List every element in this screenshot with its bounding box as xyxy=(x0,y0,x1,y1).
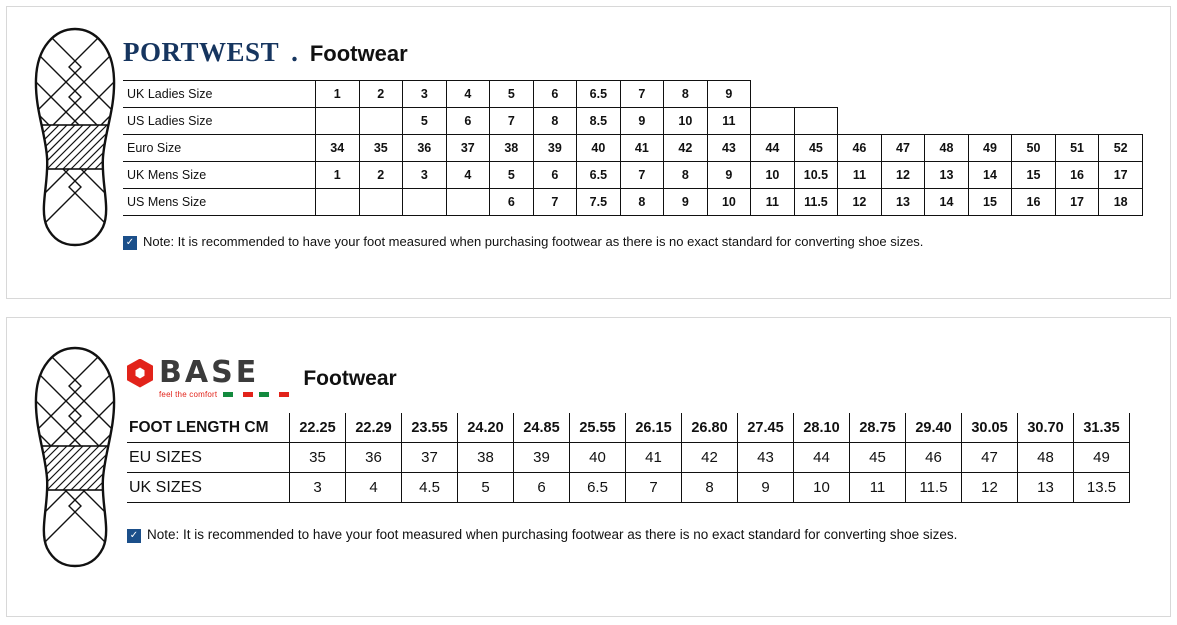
cell: 5 xyxy=(458,473,514,503)
cell: 7 xyxy=(533,189,577,216)
table-row xyxy=(127,413,1130,443)
cell: 4 xyxy=(446,81,490,108)
cell: 43 xyxy=(707,135,751,162)
cell: 12 xyxy=(838,189,882,216)
table-row xyxy=(123,135,1143,162)
table-row xyxy=(123,108,1143,135)
cell: 7 xyxy=(490,108,534,135)
cell: 9 xyxy=(738,473,794,503)
italy-flag-icon-2 xyxy=(259,392,289,397)
cell: 12 xyxy=(962,473,1018,503)
shoe-sole-icon xyxy=(31,346,119,568)
cell-empty xyxy=(751,81,795,108)
base-note xyxy=(127,527,1147,543)
cell: 44 xyxy=(794,443,850,473)
cell-empty xyxy=(403,189,447,216)
cell-empty xyxy=(794,108,838,135)
cell: 10 xyxy=(794,473,850,503)
cell: 11 xyxy=(751,189,795,216)
cell: 8 xyxy=(664,162,708,189)
cell-empty xyxy=(1099,108,1143,135)
cell: 35 xyxy=(290,443,346,473)
table-row xyxy=(127,443,1130,473)
portwest-wordmark-dot: . xyxy=(291,37,298,67)
cell: 37 xyxy=(402,443,458,473)
cell: 23.55 xyxy=(402,413,458,443)
cell: 25.55 xyxy=(570,413,626,443)
cell-empty xyxy=(1012,81,1056,108)
cell: 3 xyxy=(290,473,346,503)
cell: 48 xyxy=(1018,443,1074,473)
cell-empty xyxy=(838,81,882,108)
cell: 11 xyxy=(850,473,906,503)
cell: 16 xyxy=(1012,189,1056,216)
cell: 14 xyxy=(925,189,969,216)
check-icon: ✓ xyxy=(127,529,141,543)
cell: 30.05 xyxy=(962,413,1018,443)
cell: 50 xyxy=(1012,135,1056,162)
row-label: Euro Size xyxy=(123,135,316,162)
cell: 6 xyxy=(514,473,570,503)
cell: 6.5 xyxy=(577,162,621,189)
portwest-content xyxy=(123,37,1153,250)
cell: 47 xyxy=(881,135,925,162)
cell: 52 xyxy=(1099,135,1143,162)
cell: 7.5 xyxy=(577,189,621,216)
cell: 8.5 xyxy=(577,108,621,135)
cell: 4 xyxy=(446,162,490,189)
portwest-brand-header xyxy=(123,37,1153,68)
cell: 44 xyxy=(751,135,795,162)
cell: 15 xyxy=(968,189,1012,216)
cell: 7 xyxy=(626,473,682,503)
table-row xyxy=(123,162,1143,189)
base-size-chart-panel xyxy=(6,317,1171,617)
portwest-note xyxy=(123,234,1153,250)
cell: 3 xyxy=(403,162,447,189)
cell: 6.5 xyxy=(577,81,621,108)
cell: 13 xyxy=(881,189,925,216)
cell-empty xyxy=(446,189,490,216)
cell: 6.5 xyxy=(570,473,626,503)
cell: 39 xyxy=(514,443,570,473)
cell-empty xyxy=(881,81,925,108)
cell: 48 xyxy=(925,135,969,162)
cell: 28.10 xyxy=(794,413,850,443)
cell: 40 xyxy=(570,443,626,473)
base-size-table xyxy=(127,413,1130,503)
cell: 16 xyxy=(1055,162,1099,189)
base-content xyxy=(127,355,1147,543)
row-label: FOOT LENGTH CM xyxy=(127,413,290,443)
cell-empty xyxy=(316,108,360,135)
cell: 13 xyxy=(925,162,969,189)
cell-empty xyxy=(968,81,1012,108)
cell: 40 xyxy=(577,135,621,162)
cell: 9 xyxy=(620,108,664,135)
cell: 39 xyxy=(533,135,577,162)
cell-empty xyxy=(881,108,925,135)
cell: 8 xyxy=(664,81,708,108)
cell: 8 xyxy=(682,473,738,503)
cell-empty xyxy=(1099,81,1143,108)
cell: 45 xyxy=(794,135,838,162)
base-wordmark: BASE xyxy=(159,355,260,390)
cell: 7 xyxy=(620,162,664,189)
cell: 26.15 xyxy=(626,413,682,443)
portwest-size-chart-panel xyxy=(6,6,1171,299)
cell-empty xyxy=(359,108,403,135)
cell: 27.45 xyxy=(738,413,794,443)
cell: 37 xyxy=(446,135,490,162)
cell: 15 xyxy=(1012,162,1056,189)
italy-flag-icon xyxy=(223,392,253,397)
cell: 26.80 xyxy=(682,413,738,443)
base-logo xyxy=(127,355,289,399)
table-row xyxy=(123,81,1143,108)
cell: 42 xyxy=(682,443,738,473)
cell: 47 xyxy=(962,443,1018,473)
cell: 41 xyxy=(620,135,664,162)
cell: 30.70 xyxy=(1018,413,1074,443)
cell: 31.35 xyxy=(1074,413,1130,443)
cell-empty xyxy=(925,81,969,108)
cell: 35 xyxy=(359,135,403,162)
cell: 41 xyxy=(626,443,682,473)
cell-empty xyxy=(1055,108,1099,135)
cell-empty xyxy=(1055,81,1099,108)
cell: 34 xyxy=(316,135,360,162)
base-brand-header xyxy=(127,355,1147,399)
row-label: UK Ladies Size xyxy=(123,81,316,108)
cell: 2 xyxy=(359,81,403,108)
cell: 10 xyxy=(664,108,708,135)
cell: 22.25 xyxy=(290,413,346,443)
cell: 22.29 xyxy=(346,413,402,443)
cell: 10 xyxy=(751,162,795,189)
cell: 10.5 xyxy=(794,162,838,189)
row-label: UK Mens Size xyxy=(123,162,316,189)
cell: 11 xyxy=(707,108,751,135)
cell-empty xyxy=(1012,108,1056,135)
cell: 6 xyxy=(533,81,577,108)
cell: 6 xyxy=(490,189,534,216)
cell: 45 xyxy=(850,443,906,473)
cell: 11 xyxy=(838,162,882,189)
cell: 36 xyxy=(403,135,447,162)
cell: 9 xyxy=(707,162,751,189)
cell: 49 xyxy=(1074,443,1130,473)
cell: 5 xyxy=(490,162,534,189)
row-label: UK SIZES xyxy=(127,473,290,503)
cell: 7 xyxy=(620,81,664,108)
cell: 13.5 xyxy=(1074,473,1130,503)
row-label: US Mens Size xyxy=(123,189,316,216)
cell-empty xyxy=(838,108,882,135)
cell: 5 xyxy=(490,81,534,108)
portwest-wordmark: PORTWEST xyxy=(123,37,280,67)
cell: 2 xyxy=(359,162,403,189)
base-logo-top xyxy=(127,355,260,390)
cell: 38 xyxy=(490,135,534,162)
cell: 10 xyxy=(707,189,751,216)
cell: 36 xyxy=(346,443,402,473)
cell: 28.75 xyxy=(850,413,906,443)
base-tagline-row xyxy=(159,390,289,399)
row-label: US Ladies Size xyxy=(123,108,316,135)
cell: 38 xyxy=(458,443,514,473)
cell: 13 xyxy=(1018,473,1074,503)
cell: 24.20 xyxy=(458,413,514,443)
row-label: EU SIZES xyxy=(127,443,290,473)
cell: 8 xyxy=(533,108,577,135)
cell-empty xyxy=(316,189,360,216)
note-text: Note: It is recommended to have your foot measured when purchasing footwear as there is no exact standard for converting shoe sizes. xyxy=(147,527,958,542)
base-tagline: feel the comfort xyxy=(159,390,218,399)
cell-empty xyxy=(925,108,969,135)
portwest-size-table xyxy=(123,80,1143,216)
base-section-title: Footwear xyxy=(303,366,397,390)
cell: 49 xyxy=(968,135,1012,162)
cell: 6 xyxy=(533,162,577,189)
note-text: Note: It is recommended to have your foot measured when purchasing footwear as there is no exact standard for converting shoe sizes. xyxy=(143,234,924,249)
shoe-sole-icon xyxy=(31,27,119,247)
cell: 9 xyxy=(707,81,751,108)
cell: 46 xyxy=(906,443,962,473)
cell: 1 xyxy=(316,162,360,189)
cell: 43 xyxy=(738,443,794,473)
cell: 51 xyxy=(1055,135,1099,162)
check-icon: ✓ xyxy=(123,236,137,250)
table-row xyxy=(123,189,1143,216)
cell-empty xyxy=(968,108,1012,135)
portwest-section-title: Footwear xyxy=(309,41,408,66)
cell: 11.5 xyxy=(794,189,838,216)
base-hex-icon xyxy=(127,359,153,388)
cell: 17 xyxy=(1055,189,1099,216)
cell: 9 xyxy=(664,189,708,216)
cell: 17 xyxy=(1099,162,1143,189)
cell: 5 xyxy=(403,108,447,135)
cell: 12 xyxy=(881,162,925,189)
cell-empty xyxy=(794,81,838,108)
cell: 29.40 xyxy=(906,413,962,443)
cell: 3 xyxy=(403,81,447,108)
cell: 11.5 xyxy=(906,473,962,503)
cell: 14 xyxy=(968,162,1012,189)
cell: 24.85 xyxy=(514,413,570,443)
cell: 46 xyxy=(838,135,882,162)
cell: 1 xyxy=(316,81,360,108)
cell: 6 xyxy=(446,108,490,135)
cell: 4.5 xyxy=(402,473,458,503)
cell: 42 xyxy=(664,135,708,162)
cell: 8 xyxy=(620,189,664,216)
cell-empty xyxy=(751,108,795,135)
table-row xyxy=(127,473,1130,503)
cell: 18 xyxy=(1099,189,1143,216)
cell-empty xyxy=(359,189,403,216)
cell: 4 xyxy=(346,473,402,503)
